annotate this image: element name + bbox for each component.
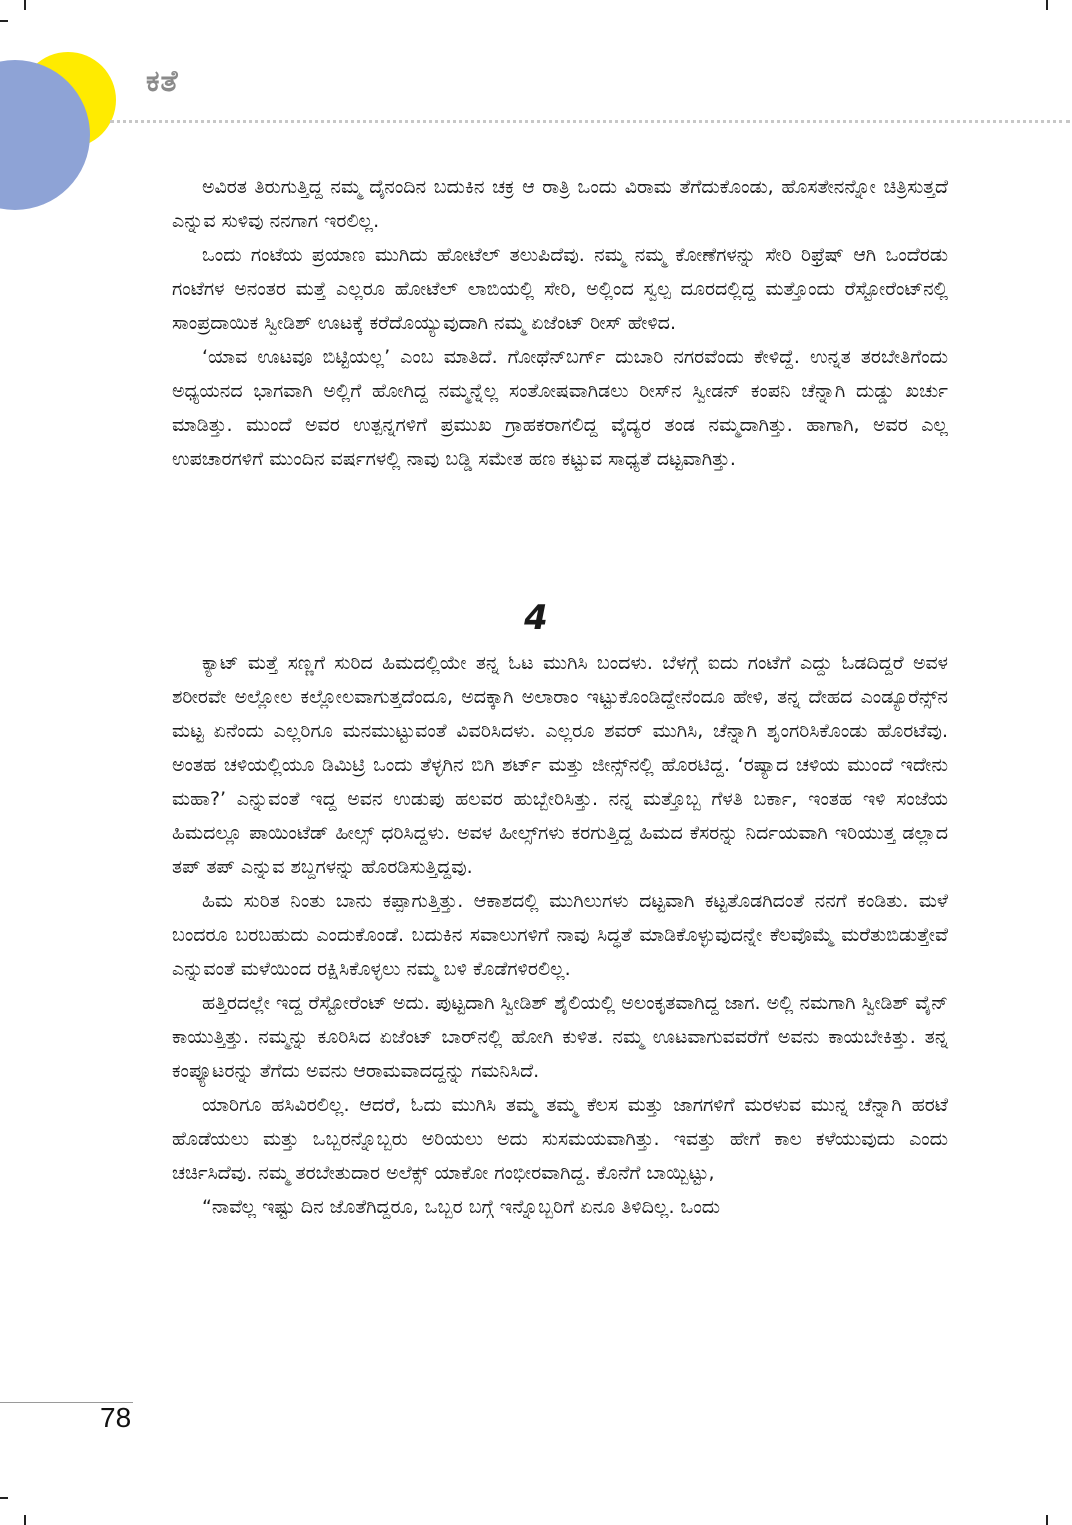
paragraph: ಹತ್ತಿರದಲ್ಲೇ ಇದ್ದ ರೆಸ್ಟೋರೆಂಟ್ ಅದು. ಪುಟ್ಟದಾಗಿ ಸ್ವೀಡಿಶ್ ಶೈಲಿಯಲ್ಲಿ ಅಲಂಕೃತವಾಗಿದ್ದ ಜಾಗ. ಅಲ್ಲಿ ನಮಗಾಗಿ ಸ್ವೀಡಿಶ್ ವೈನ್ ಕಾಯುತ್ತಿತ್ತು. ನಮ್ಮನ್ನು ಕೂರಿಸಿದ ಏಜೆಂಟ್ ಬಾರ್‌ನಲ್ಲಿ ಹೋಗಿ ಕುಳಿತ. ನಮ್ಮ ಊಟವಾಗುವವರೆಗೆ ಅವನು ಕಾಯಬೇಕಿತ್ತು. ತನ್ನ ಕಂಪ್ಯೂಟರನ್ನು ತೆಗೆದು ಅವನು ಆರಾಮವಾದದ್ದನ್ನು ಗಮನಿಸಿದೆ. bbox=[172, 992, 948, 1082]
crop-mark bbox=[24, 1515, 26, 1525]
crop-mark bbox=[24, 0, 26, 10]
section-label: ಕತೆ bbox=[146, 64, 179, 99]
paragraph: ಹಿಮ ಸುರಿತ ನಿಂತು ಬಾನು ಕಪ್ಪಾಗುತ್ತಿತ್ತು. ಆಕಾಶದಲ್ಲಿ ಮುಗಿಲುಗಳು ದಟ್ಟವಾಗಿ ಕಟ್ಟತೊಡಗಿದಂತೆ ನನಗೆ ಕಂಡಿತು. ಮಳೆ ಬಂದರೂ ಬರಬಹುದು ಎಂದುಕೊಂಡೆ. ಬದುಕಿನ ಸವಾಲುಗಳಿಗೆ ನಾವು ಸಿದ್ಧತೆ ಮಾಡಿಕೊಳ್ಳುವುದನ್ನೇ ಕೆಲವೊಮ್ಮೆ ಮರೆತುಬಿಡುತ್ತೇವೆ ಎನ್ನುವಂತೆ ಮಳೆಯಿಂದ ರಕ್ಷಿಸಿಕೊಳ್ಳಲು ನಮ್ಮ ಬಳಿ ಕೊಡೆಗಳಿರಲಿಲ್ಲ. bbox=[172, 890, 948, 980]
chapter-number: 4 bbox=[524, 598, 548, 638]
paragraph: ಕ್ಯಾಟ್ ಮತ್ತೆ ಸಣ್ಣಗೆ ಸುರಿದ ಹಿಮದಲ್ಲಿಯೇ ತನ್ನ ಓಟ ಮುಗಿಸಿ ಬಂದಳು. ಬೆಳಗ್ಗೆ ಐದು ಗಂಟೆಗೆ ಎದ್ದು ಓಡದಿದ್ದರೆ ಅವಳ ಶರೀರವೇ ಅಲ್ಲೋಲ ಕಲ್ಲೋಲವಾಗುತ್ತದೆಂದೂ, ಅದಕ್ಕಾಗಿ ಅಲಾರಾಂ ಇಟ್ಟುಕೊಂಡಿದ್ದೇನೆಂದೂ ಹೇಳಿ, ತನ್ನ ದೇಹದ ಎಂಡ್ಯೂರೆನ್ಸ್‌ನ ಮಟ್ಟ ಏನೆಂದು ಎಲ್ಲರಿಗೂ ಮನಮುಟ್ಟುವಂತೆ ವಿವರಿಸಿದಳು. ಎಲ್ಲರೂ ಶವರ್ ಮುಗಿಸಿ, ಚೆನ್ನಾಗಿ ಶೃಂಗರಿಸಿಕೊಂಡು ಹೊರಟೆವು. ಅಂತಹ ಚಳಿಯಲ್ಲಿಯೂ ಡಿಮಿಟ್ರಿ ಒಂದು ತೆಳ್ಳಗಿನ ಬಿಗಿ ಶರ್ಟ್ ಮತ್ತು ಜೀನ್ಸ್‌ನಲ್ಲಿ ಹೊರಟಿದ್ದ. ‘ರಷ್ಯಾದ ಚಳಿಯ ಮುಂದೆ ಇದೇನು ಮಹಾ?’ ಎನ್ನುವಂತೆ ಇದ್ದ ಅವನ ಉಡುಪು ಹಲವರ ಹುಬ್ಬೇರಿಸಿತ್ತು. ನನ್ನ ಮತ್ತೊಬ್ಬ ಗೆಳತಿ ಬರ್ಕಾ, ಇಂತಹ ಇಳಿ ಸಂಜೆಯ ಹಿಮದಲ್ಲೂ ಪಾಯಿಂಟೆಡ್ ಹೀಲ್ಸ್ ಧರಿಸಿದ್ದಳು. ಅವಳ ಹೀಲ್ಸ್‌ಗಳು ಕರಗುತ್ತಿದ್ದ ಹಿಮದ ಕೆಸರನ್ನು ನಿರ್ದಯವಾಗಿ ಇರಿಯುತ್ತ ಡಲ್ಲಾದ ತಪ್ ತಪ್ ಎನ್ನುವ ಶಬ್ದಗಳನ್ನು ಹೊರಡಿಸುತ್ತಿದ್ದವು. bbox=[172, 652, 948, 878]
paragraph: “ನಾವೆಲ್ಲ ಇಷ್ಟು ದಿನ ಜೊತೆಗಿದ್ದರೂ, ಒಬ್ಬರ ಬಗ್ಗೆ ಇನ್ನೊಬ್ಬರಿಗೆ ಏನೂ ತಿಳಿದಿಲ್ಲ. ಒಂದು bbox=[202, 1196, 721, 1218]
crop-mark bbox=[0, 1497, 8, 1499]
crop-mark bbox=[1046, 0, 1048, 10]
paragraph: ಒಂದು ಗಂಟೆಯ ಪ್ರಯಾಣ ಮುಗಿದು ಹೋಟೆಲ್ ತಲುಪಿದೆವು. ನಮ್ಮ ನಮ್ಮ ಕೋಣೆಗಳನ್ನು ಸೇರಿ ರಿಫ್ರೆಷ್ ಆಗಿ ಒಂದೆರಡು ಗಂಟೆಗಳ ಅನಂತರ ಮತ್ತೆ ಎಲ್ಲರೂ ಹೋಟೆಲ್ ಲಾಬಿಯಲ್ಲಿ ಸೇರಿ, ಅಲ್ಲಿಂದ ಸ್ವಲ್ಪ ದೂರದಲ್ಲಿದ್ದ ಮತ್ತೊಂದು ರೆಸ್ಟೋರೆಂಟ್‌ನಲ್ಲಿ ಸಾಂಪ್ರದಾಯಿಕ ಸ್ವೀಡಿಶ್ ಊಟಕ್ಕೆ ಕರೆದೊಯ್ಯುವುದಾಗಿ ನಮ್ಮ ಏಜೆಂಟ್ ರೀಸ್ ಹೇಳಿದ. bbox=[172, 244, 948, 334]
paragraph: ಯಾರಿಗೂ ಹಸಿವಿರಲಿಲ್ಲ. ಆದರೆ, ಓದು ಮುಗಿಸಿ ತಮ್ಮ ತಮ್ಮ ಕೆಲಸ ಮತ್ತು ಜಾಗಗಳಿಗೆ ಮರಳುವ ಮುನ್ನ ಚೆನ್ನಾಗಿ ಹರಟೆ ಹೊಡೆಯಲು ಮತ್ತು ಒಬ್ಬರನ್ನೊಬ್ಬರು ಅರಿಯಲು ಅದು ಸುಸಮಯವಾಗಿತ್ತು. ಇವತ್ತು ಹೇಗೆ ಕಾಲ ಕಳೆಯುವುದು ಎಂದು ಚರ್ಚಿಸಿದೆವು. ನಮ್ಮ ತರಬೇತುದಾರ ಅಲೆಕ್ಸ್ ಯಾಕೋ ಗಂಭೀರವಾಗಿದ್ದ. ಕೊನೆಗೆ ಬಾಯ್ಬಿಟ್ಟು, bbox=[172, 1094, 948, 1184]
crop-mark bbox=[1046, 1515, 1048, 1525]
crop-mark bbox=[0, 20, 8, 22]
paragraph: ಅವಿರತ ತಿರುಗುತ್ತಿದ್ದ ನಮ್ಮ ದೈನಂದಿನ ಬದುಕಿನ ಚಕ್ರ ಆ ರಾತ್ರಿ ಒಂದು ವಿರಾಮ ತೆಗೆದುಕೊಂಡು, ಹೊಸತೇನನ್ನೋ ಚಿತ್ರಿಸುತ್ತದೆ ಎನ್ನುವ ಸುಳಿವು ನನಗಾಗ ಇರಲಿಲ್ಲ. bbox=[172, 176, 948, 232]
body-text-section-2 bbox=[172, 646, 948, 1224]
header-divider bbox=[110, 120, 1070, 123]
body-text-section-1 bbox=[172, 170, 948, 476]
paragraph: ‘ಯಾವ ಊಟವೂ ಬಿಟ್ಟಿಯಲ್ಲ’ ಎಂಬ ಮಾತಿದೆ. ಗೋಥೆನ್‌ಬರ್ಗ್ ದುಬಾರಿ ನಗರವೆಂದು ಕೇಳಿದ್ದೆ. ಉನ್ನತ ತರಬೇತಿಗೆಂದು ಅಧ್ಯಯನದ ಭಾಗವಾಗಿ ಅಲ್ಲಿಗೆ ಹೋಗಿದ್ದ ನಮ್ಮನ್ನೆಲ್ಲ ಸಂತೋಷವಾಗಿಡಲು ರೀಸ್‌ನ ಸ್ವೀಡನ್ ಕಂಪನಿ ಚೆನ್ನಾಗಿ ದುಡ್ಡು ಖರ್ಚು ಮಾಡಿತ್ತು. ಮುಂದೆ ಅವರ ಉತ್ಪನ್ನಗಳಿಗೆ ಪ್ರಮುಖ ಗ್ರಾಹಕರಾಗಲಿದ್ದ ವೈದ್ಯರ ತಂಡ ನಮ್ಮದಾಗಿತ್ತು. ಹಾಗಾಗಿ, ಅವರ ಎಲ್ಲ ಉಪಚಾರಗಳಿಗೆ ಮುಂದಿನ ವರ್ಷಗಳಲ್ಲಿ ನಾವು ಬಡ್ಡಿ ಸಮೇತ ಹಣ ಕಟ್ಟುವ ಸಾಧ್ಯತೆ ದಟ್ಟವಾಗಿತ್ತು. bbox=[172, 346, 948, 470]
page-number: 78 bbox=[100, 1402, 132, 1433]
